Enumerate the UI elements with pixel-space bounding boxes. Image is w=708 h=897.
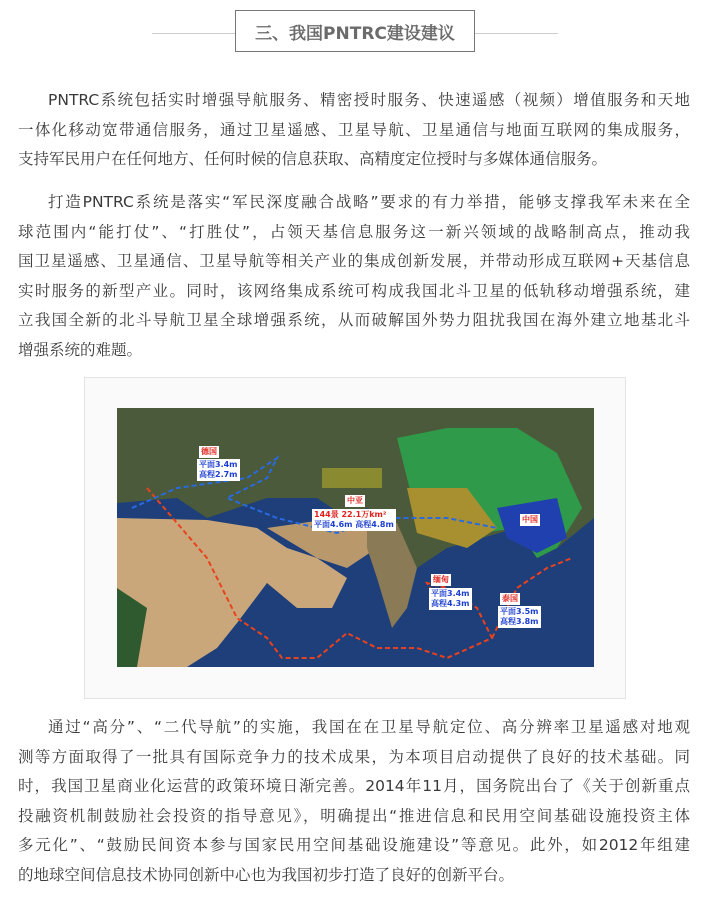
myanmar-label: 缅甸 — [433, 575, 449, 584]
paragraph-3 — [18, 713, 690, 890]
paragraph-line: 时，我国卫星商业化运营的政策环境日渐完善。2014年11月，国务院出台了《关于创新重点 — [18, 777, 690, 795]
paragraph-line: 投融资机制鼓励社会投资的指导意见》，明确提出“推进信息和民用空间基础设施投资主体 — [18, 806, 690, 825]
paragraph-line: 实时服务的新型产业。同时，该网络集成系统可构成我国北斗卫星的低轨移动增强系统，建 — [18, 281, 690, 300]
paragraph-line: 增强系统的难题。 — [18, 340, 143, 359]
central-asia-precision: 144景 22.1万km² 平面4.6m 高程4.8m — [314, 510, 394, 529]
paragraph-line: 国卫星遥感、卫星通信、卫星导航等相关产业的集成创新发展，并带动形成互联网+天基信息 — [18, 252, 690, 270]
section-heading: 三、我国PNTRC建设建议 — [235, 10, 475, 52]
paragraph-line: 通过“高分”、“二代导航”的实施，我国在在卫星导航定位、高分辨率卫星遥感对地观 — [48, 718, 690, 736]
paragraph-line: 支持军民用户在任何地方、任何时候的信息获取、高精度定位授时与多媒体通信服务。 — [18, 150, 608, 168]
paragraph-line: 立我国全新的北斗导航卫星全球增强系统，从而破解国外势力阻扰我国在海外建立地基北斗 — [18, 311, 690, 329]
thailand-precision: 平面3.5m 高程3.8m — [500, 607, 539, 626]
map-image — [117, 408, 594, 667]
paragraph-1 — [18, 86, 690, 175]
paragraph-line: 多元化”、“鼓励民间资本参与国家民用空间基础设施建设”等意见。此外，如2012年组建 — [18, 836, 690, 854]
central-asia-label: 中亚 — [347, 496, 363, 505]
map-graphic — [117, 408, 594, 667]
thailand-label: 泰国 — [502, 594, 518, 603]
paragraph-line: PNTRC系统包括实时增强导航服务、精密授时服务、快速遥感（视频）增值服务和天地 — [48, 91, 690, 109]
myanmar-precision: 平面3.4m 高程4.3m — [431, 589, 470, 608]
paragraph-2 — [18, 188, 690, 365]
paragraph-line: 的地球空间信息技术协同创新中心也为我国初步打造了良好的创新平台。 — [18, 865, 515, 884]
paragraph-line: 一体化移动宽带通信服务，通过卫星遥感、卫星导航、卫星通信与地面互联网的集成服务， — [18, 120, 690, 139]
paragraph-line: 打造PNTRC系统是落实“军民深度融合战略”要求的有力举措，能够支撑我军未来在全 — [48, 193, 690, 211]
china-label: 中国 — [522, 515, 538, 524]
paragraph-line: 球范围内“能打仗”、“打胜仗”，占领天基信息服务这一新兴领域的战略制高点，推动我 — [18, 222, 690, 241]
germany-precision: 平面3.4m 高程2.7m — [199, 460, 238, 479]
paragraph-line: 测等方面取得了一批具有国际竞争力的技术成果，为本项目启动提供了良好的技术基础。同 — [18, 747, 690, 766]
germany-label: 德国 — [201, 447, 217, 456]
